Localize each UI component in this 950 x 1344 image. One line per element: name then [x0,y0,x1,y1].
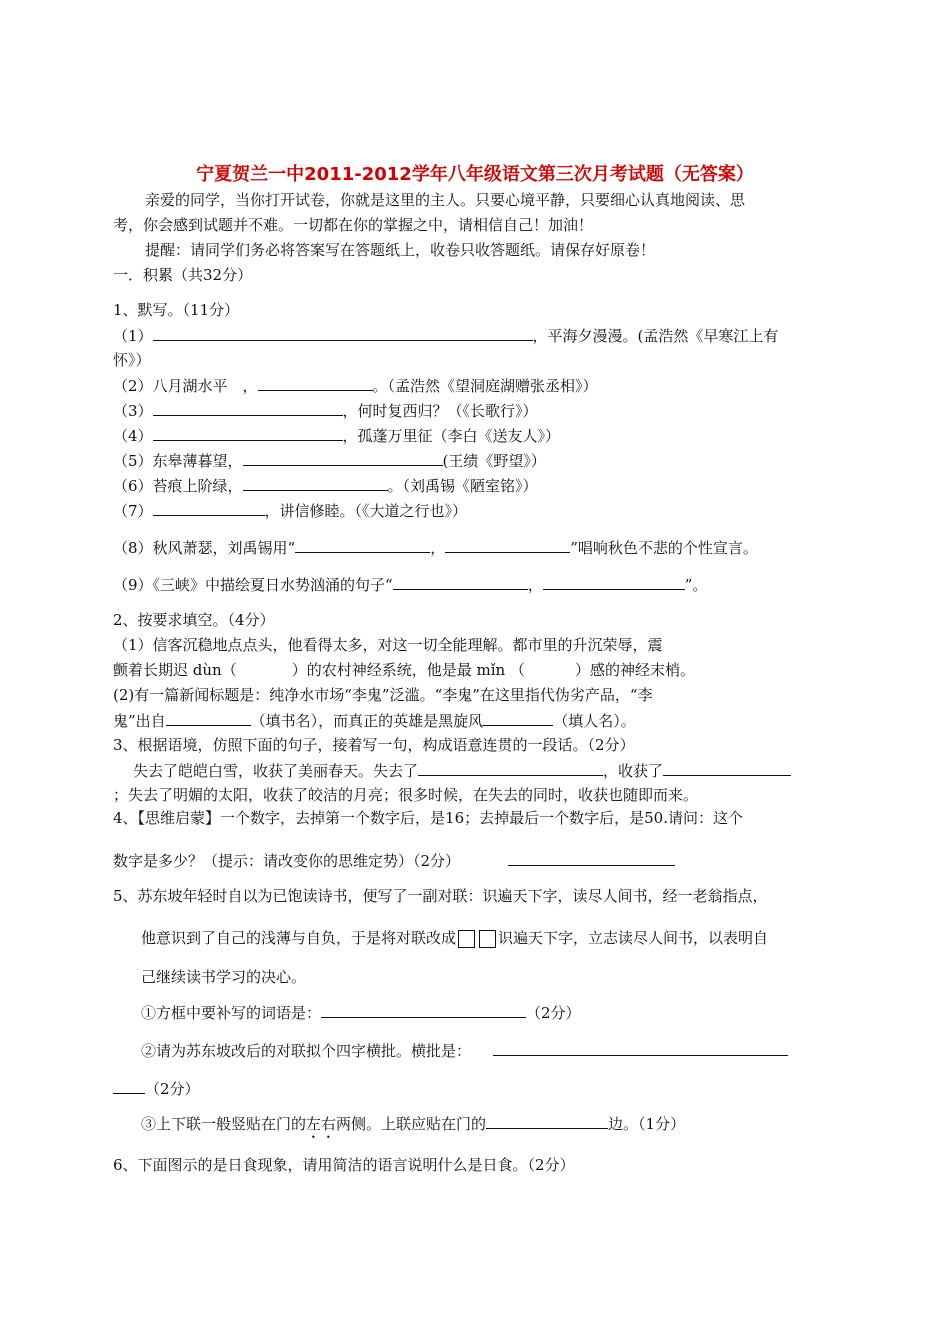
q1-item-3: （3） ，何时复西归？（《长歌行》） [113,402,538,420]
q2-heading: 2、按要求填空。（4分） [113,611,275,629]
q1-item-9: （9）《三峡》中描绘夏日水势汹涌的句子“ ， ”。 [113,576,708,594]
q6-line-1: 6、下面图示的是日食现象，请用简洁的语言说明什么是日食。（2分） [113,1156,575,1174]
section-1-heading: 一．积累（共32分） [113,266,253,284]
q5-line-3: 己继续读书学习的决心。 [141,968,307,986]
q5-sub-2-cont: （2分） [113,1078,200,1099]
q1-item-1-cont: 怀》） [113,351,151,369]
q1-item-5: （5）东皋薄暮望， (王绩《野望》） [113,452,546,470]
q4-line-2: 数字是多少？（提示：请改变你的思维定势）（2分） [113,850,675,871]
blank[interactable] [663,760,791,776]
answer-box[interactable] [479,930,496,948]
blank[interactable] [393,574,528,590]
q1-item-4: （4） ，孤蓬万里征（李白《送友人》） [113,427,561,445]
q5-line-1: 5、苏东坡年轻时自以为已饱读诗书，便写了一副对联：识遍天下字，读尽人间书，经一老翁指点， [113,887,768,905]
page-title: 宁夏贺兰一中2011-2012学年八年级语文第三次月考试题（无答案） [196,164,754,185]
q3-heading: 3、根据语境，仿照下面的句子，接着写一句，构成语意连贯的一段话。（2分） [113,736,635,754]
q5-line-2: 他意识到了自己的浅薄与自负，于是将对联改成 识遍天下字，立志读尽人间书，以表明自 [141,929,769,947]
q4-line-1: 4、【思维启蒙】一个数字，去掉第一个数字后，是16；去掉最后一个数字后，是50.请问：这个 [113,809,743,827]
q5-sub-3: ③上下联一般竖贴在门的左右两侧。上联应贴在门的 边。（1分） [141,1115,686,1133]
blank[interactable] [508,850,675,866]
q2-line-2: 颤着长期迟 dùn（ ）的农村神经系统，他是最 mǐn （ ）感的神经末梢。 [113,661,695,679]
blank[interactable] [486,1113,608,1129]
q1-item-6: （6）苔痕上阶绿， 。（刘禹锡《陋室铭》） [113,477,538,495]
intro-reminder: 提醒：请同学们务必将答案写在答题纸上，收卷只收答题纸。请保存好原卷！ [145,241,656,259]
q5-sub-2: ②请为苏东坡改后的对联拟个四字横批。横批是： [141,1040,788,1061]
blank[interactable] [258,375,373,391]
q2-line-4: 鬼”出自 （填书名），而真正的英雄是黑旋风 （填人名）。 [113,712,636,730]
blank[interactable] [166,710,251,726]
blank[interactable] [543,574,685,590]
q1-item-8: （8）秋风萧瑟，刘禹锡用“ ， ”唱响秋色不悲的个性宣言。 [113,539,758,557]
blank[interactable] [418,760,603,776]
blank[interactable] [445,537,570,553]
q3-line-2: ；失去了明媚的太阳，收获了皎洁的月亮；很多时候，在失去的同时，收获也随即而来。 [113,786,699,804]
intro-line-1: 亲爱的同学，当你打开试卷，你就是这里的主人。只要心境平静，只要细心认真地阅读、思 [145,191,746,209]
blank[interactable] [295,537,430,553]
q2-line-1: （1）信客沉稳地点点头，他看得太多，对这一切全能理解。都市里的升沉荣辱，震 [113,636,663,654]
q1-item-2: （2）八月湖水平 ， 。（孟浩然《望洞庭湖赠张丞相》） [113,377,598,395]
answer-box[interactable] [458,930,475,948]
q5-sub-1: ①方框中要补写的词语是： （2分） [141,1004,581,1022]
blank[interactable] [493,1040,788,1056]
blank[interactable] [243,475,388,491]
blank[interactable] [153,325,533,341]
blank[interactable] [321,1002,526,1018]
q3-line-1: 失去了皑皑白雪，收获了美丽春天。失去了 ，收获了 [133,760,791,781]
q1-item-7: （7） ，讲信修睦。（《大道之行也》） [113,502,468,520]
q1-heading: 1、默写。（11分） [113,301,240,319]
blank[interactable] [153,425,343,441]
blank[interactable] [243,450,443,466]
blank[interactable] [153,400,343,416]
blank[interactable] [113,1078,145,1094]
q1-item-1: （1） ，平海夕漫漫。(孟浩然《早寒江上有 [113,327,779,345]
q2-line-3: (2)有一篇新闻标题是：纯净水市场“李鬼”泛滥。“李鬼”在这里指代伪劣产品，“李 [113,686,653,704]
intro-line-2: 考，你会感到试题并不难。一切都在你的掌握之中，请相信自己！加油！ [113,216,594,234]
blank[interactable] [483,710,553,726]
blank[interactable] [153,500,265,516]
